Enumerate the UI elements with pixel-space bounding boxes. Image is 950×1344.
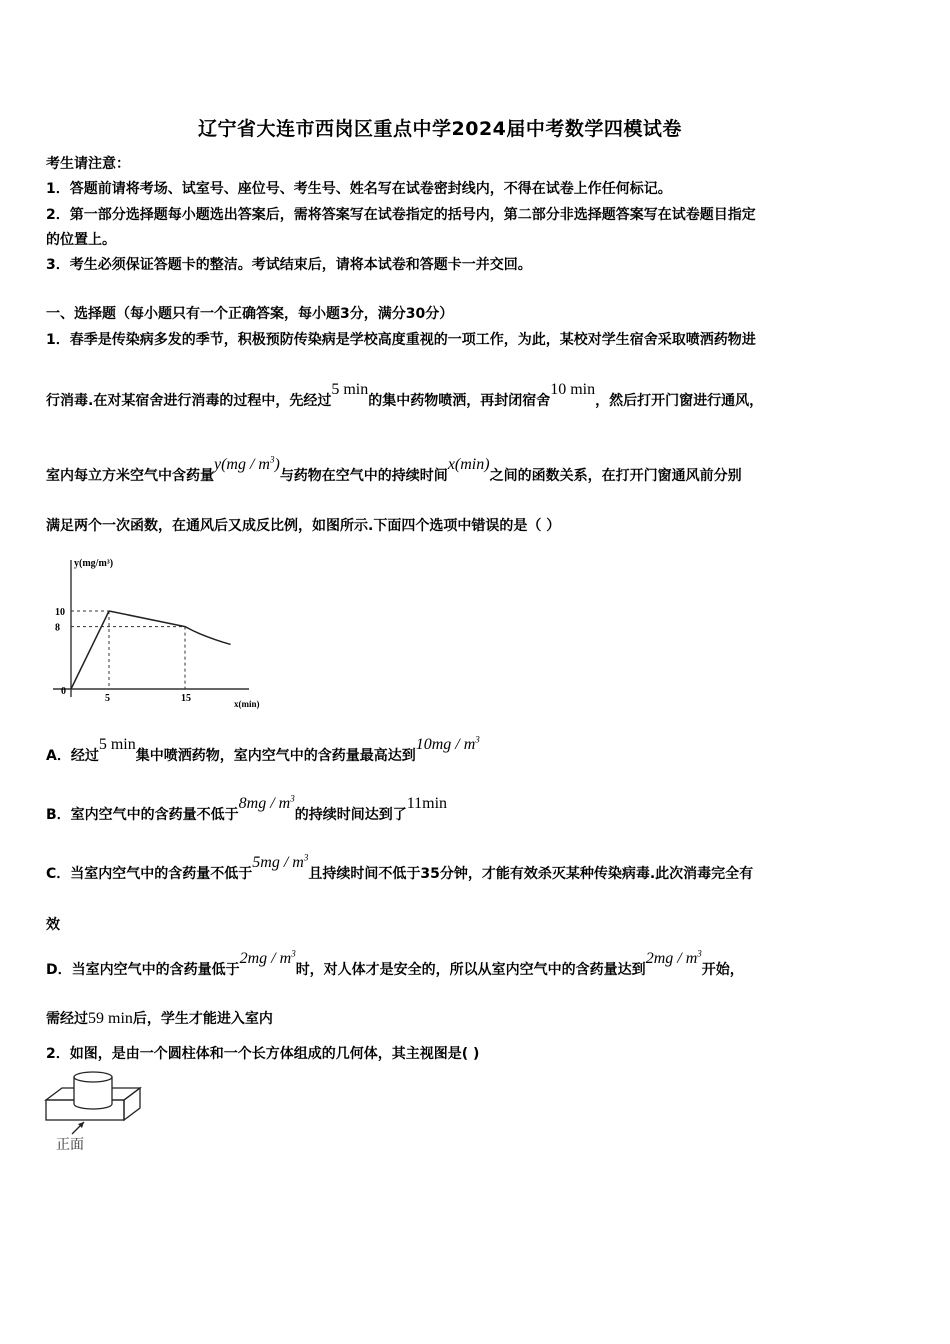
q1-text: 之间的函数关系，在打开门窗通风前分别 <box>489 468 742 484</box>
q1-text: 行消毒.在对某宿舍进行消毒的过程中，先经过 <box>46 393 332 409</box>
notice-item: 的位置上。 <box>46 232 116 248</box>
q1-text: 室内每立方米空气中含药量 <box>46 468 214 484</box>
x-tick-label: 0 <box>61 686 66 697</box>
section-heading: 一、选择题（每小题只有一个正确答案，每小题3分，满分30分） <box>46 306 454 322</box>
y-tick-label: 10 <box>55 607 65 618</box>
y-axis-label: y(mg/m³) <box>74 558 114 569</box>
math-x: x(min) <box>447 456 490 473</box>
option-c-cont: 效 <box>46 917 60 933</box>
math-10min: 10 min <box>550 381 596 398</box>
math-2mg: $2mg / m^3$ <box>239 948 296 967</box>
math-5mg: $5mg / m^3$ <box>252 852 309 871</box>
x-tick-label: 15 <box>181 693 191 704</box>
x-axis-label: x(min) <box>234 699 260 709</box>
option-a: A．经过5 min集中喷洒药物，室内空气中的含药量最高达到$10mg / m^3$ <box>46 734 480 764</box>
math-59min: 59 min <box>88 1010 133 1027</box>
y-tick-label: 8 <box>55 622 60 634</box>
cuboid-side <box>124 1088 140 1120</box>
q1-line1: 1．春季是传染病多发的季节，积极预防传染病是学校高度重视的一项工作，为此，某校对学生宿舍采取喷洒药物进 <box>46 332 756 348</box>
q1-chart <box>44 552 274 717</box>
q2-figure <box>40 1068 150 1158</box>
math-2mg: $2mg / m^3$ <box>645 948 702 967</box>
q1-text: 的集中药物喷洒，再封闭宿舍 <box>368 393 551 409</box>
notice-item: 2．第一部分选择题每小题选出答案后，需将答案写在试卷指定的括号内，第二部分非选择题答案写在试卷题目指定 <box>46 207 756 223</box>
q1-text: 与药物在空气中的持续时间 <box>279 468 448 484</box>
page-title: 辽宁省大连市西岗区重点中学2024届中考数学四模试卷 <box>198 118 682 140</box>
segment-inverse <box>185 627 231 645</box>
segment-falling <box>109 611 185 627</box>
math-8mg: $8mg / m^3$ <box>238 793 295 812</box>
option-d: D．当室内空气中的含药量低于$2mg / m^3$时，对人体才是安全的，所以从室内空气中的含药量达到$2mg / m^3$开始， <box>46 948 744 978</box>
math-y: $y(mg / m^3)$ <box>214 454 280 473</box>
q1-line3 <box>46 454 742 485</box>
q1-line4: 满足两个一次函数，在通风后又成反比例，如图所示.下面四个选项中错误的是（ ） <box>46 518 561 534</box>
notice-item: 3．考生必须保证答题卡的整洁。考试结束后，请将本试卷和答题卡一并交回。 <box>46 257 532 273</box>
x-tick-label: 5 <box>105 693 110 704</box>
notice-item: 1．答题前请将考场、试室号、座位号、考生号、姓名写在试卷密封线内，不得在试卷上作任何标记。 <box>46 181 672 197</box>
math-5min: 5 min <box>331 381 369 398</box>
q2-text: 2．如图，是由一个圆柱体和一个长方体组成的几何体，其主视图是( ) <box>46 1046 480 1062</box>
option-d-cont: 需经过59 min后，学生才能进入室内 <box>46 1010 273 1027</box>
option-b: B．室内空气中的含药量不低于$8mg / m^3$的持续时间达到了11min <box>46 793 448 823</box>
front-label: 正面 <box>56 1138 84 1153</box>
cylinder-top <box>74 1072 112 1082</box>
q1-text: ，然后打开门窗进行通风， <box>595 393 764 409</box>
notice-heading: 考生请注意： <box>46 156 130 172</box>
math-11min: 11min <box>406 795 448 812</box>
segment-rising <box>71 611 109 689</box>
math-10mg: $10mg / m^3$ <box>415 734 480 753</box>
q1-line2 <box>46 381 764 410</box>
option-c: C．当室内空气中的含药量不低于$5mg / m^3$且持续时间不低于35分钟，才能有效杀灭某种传染病毒.此次消毒完全有 <box>46 852 754 882</box>
math-5min: 5 min <box>98 736 136 753</box>
